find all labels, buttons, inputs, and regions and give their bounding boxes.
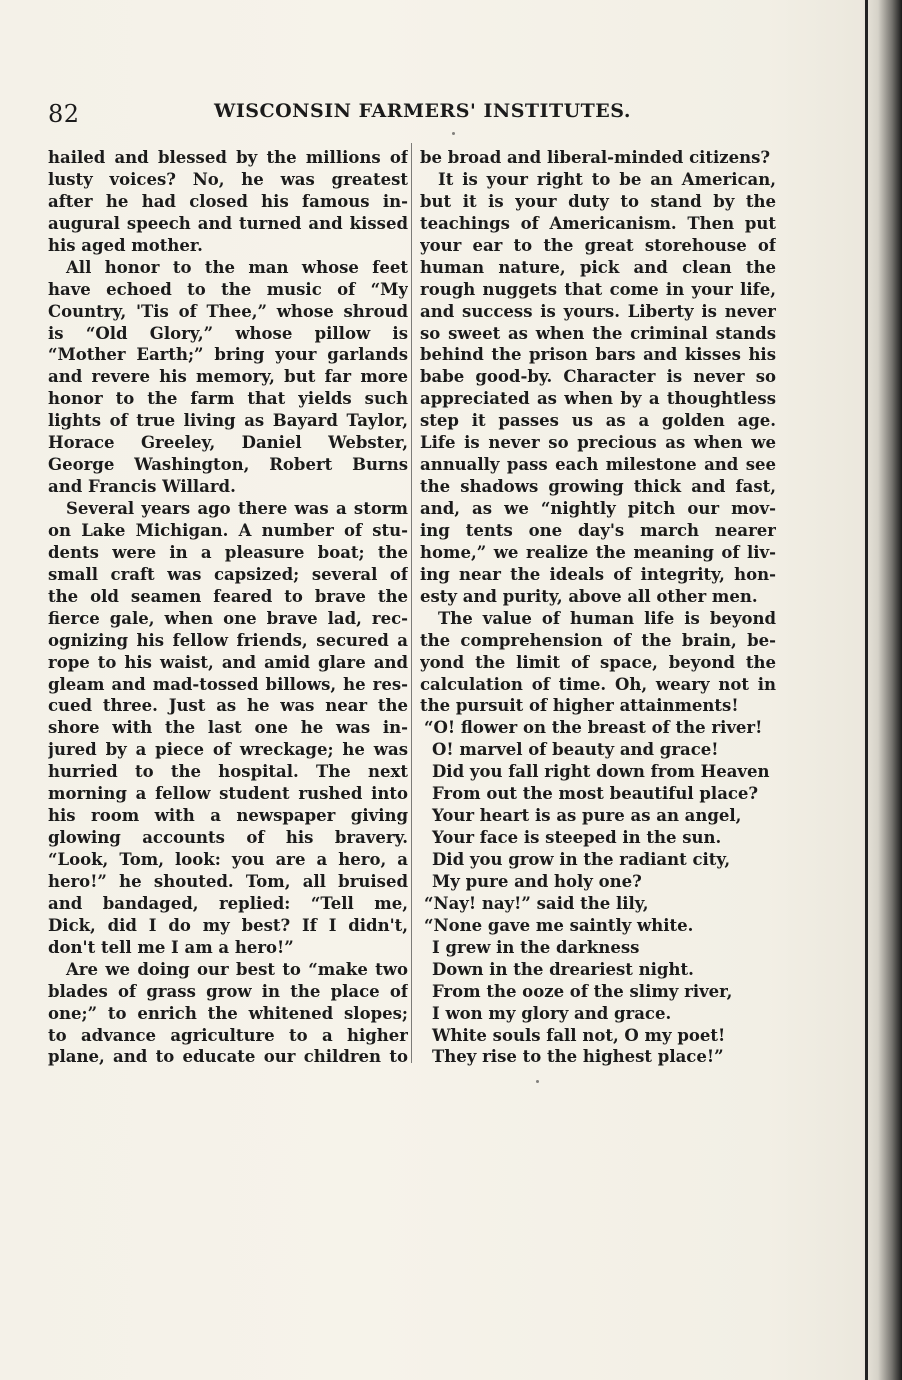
text-line: honor to the farm that yields such [48,389,408,409]
text-line: ing near the ideals of integrity, hon- [420,564,776,584]
poem-line: From the ooze of the slimy river, [432,981,733,1001]
text-line: the pursuit of higher attainments! [420,696,739,716]
text-line: augural speech and turned and kissed [48,213,408,233]
text-line: don't tell me I am a hero!” [48,937,294,957]
poem-line: “Nay! nay!” said the lily, [424,893,649,913]
text-line: Life is never so precious as when we [420,433,776,453]
text-line: hero!” he shouted. Tom, all bruised [48,871,408,891]
text-line: annually pass each milestone and see [420,455,776,475]
text-line: Several years ago there was a storm [66,499,408,518]
poem-line: O! marvel of beauty and grace! [432,740,719,760]
poem-line: Did you fall right down from Heaven [432,762,770,782]
poem-line: Your face is steeped in the sun. [432,828,722,848]
text-line: the shadows growing thick and fast, [420,477,776,497]
text-line: shore with the last one he was in- [48,718,408,738]
text-line: and, as we “nightly pitch our mov- [420,499,776,518]
text-line: rope to his waist, and amid glare and [48,652,408,672]
text-line: dents were in a pleasure boat; the [48,542,408,562]
print-speck [536,1080,539,1083]
text-line: the comprehension of the brain, be- [420,630,776,650]
text-line: morning a fellow student rushed into [48,784,408,804]
text-line: hailed and blessed by the millions of [48,148,408,167]
poem-line: I grew in the darkness [432,937,640,957]
text-line: and Francis Willard. [48,477,236,497]
text-line: Are we doing our best to “make two [66,959,408,979]
text-line: blades of grass grow in the place of [48,981,408,1001]
page-header [48,96,828,126]
poem-line: From out the most beautiful place? [432,784,759,804]
text-line: and revere his memory, but far more [48,367,408,387]
text-line: is “Old Glory,” whose pillow is [48,323,408,343]
text-line: ing tents one day's march nearer [420,520,776,540]
text-line: have echoed to the music of “My [48,279,408,299]
text-line: jured by a piece of wreckage; he was [48,740,408,760]
running-title: WISCONSIN FARMERS' INSTITUTES. [214,100,631,122]
text-line: rough nuggets that come in your life, [420,279,776,299]
text-line: but it is your duty to stand by the [420,191,776,211]
print-speck [452,132,455,135]
text-line: teachings of Americanism. Then put [420,213,776,233]
poem-line: “O! flower on the breast of the river! [424,718,763,738]
text-line: ognizing his fellow friends, secured a [48,630,408,650]
poem-block [420,717,776,1068]
text-line: glowing accounts of his bravery. [48,828,408,848]
text-line: fierce gale, when one brave lad, rec- [48,608,408,628]
poem-line: My pure and holy one? [432,871,642,891]
text-line: his aged mother. [48,235,203,255]
text-line: behind the prison bars and kisses his [420,345,776,365]
text-line: “Look, Tom, look: you are a hero, a [48,850,408,869]
text-line: step it passes us as a golden age. [420,411,776,431]
text-line: home,” we realize the meaning of liv- [420,542,776,562]
text-line: so sweet as when the criminal stands [420,323,776,343]
text-line: gleam and mad-tossed billows, he res- [48,674,408,694]
text-line: The value of human life is beyond [438,608,776,628]
text-line: after he had closed his famous in- [48,191,408,211]
text-line: one;” to enrich the whitened slopes; [48,1003,408,1023]
right-prose [420,147,776,717]
poem-line: “None gave me saintly white. [424,915,694,935]
text-line: calculation of time. Oh, weary not in [420,674,776,694]
text-line: Country, 'Tis of Thee,” whose shroud [48,301,408,321]
poem-line: White souls fall not, O my poet! [432,1025,726,1045]
text-line: hurried to the hospital. The next [48,762,408,782]
text-line: cued three. Just as he was near the [48,696,408,716]
right-text-column [420,147,776,1068]
poem-line: Did you grow in the radiant city, [432,850,731,869]
text-line: esty and purity, above all other men. [420,586,758,606]
text-line: and bandaged, replied: “Tell me, [48,893,408,913]
text-line: the old seamen feared to brave the [48,586,408,606]
text-line: on Lake Michigan. A number of stu- [48,520,408,540]
text-line: babe good-by. Character is never so [420,367,776,387]
page-edge-shadow [862,0,902,1380]
binding-edge-line [865,0,868,1380]
poem-line: Down in the dreariest night. [432,959,694,979]
left-text-column [48,147,408,1068]
poem-line: I won my glory and grace. [432,1003,672,1023]
text-line: to advance agriculture to a higher [48,1025,408,1045]
column-divider [411,143,412,1063]
text-line: Dick, did I do my best? If I didn't, [48,915,408,935]
page-number: 82 [48,100,80,128]
text-line: human nature, pick and clean the [420,257,776,277]
text-line: Horace Greeley, Daniel Webster, [48,433,408,453]
text-line: lusty voices? No, he was greatest [48,169,408,189]
text-line: his room with a newspaper giving [48,806,408,826]
text-line: yond the limit of space, beyond the [420,652,776,672]
poem-line: They rise to the highest place!” [432,1047,724,1067]
text-line: your ear to the great storehouse of [420,235,776,255]
text-line: appreciated as when by a thoughtless [420,389,776,409]
text-line: and success is yours. Liberty is never [420,301,776,321]
text-line: small craft was capsized; several of [48,564,408,584]
text-line: It is your right to be an American, [438,169,776,189]
text-line: be broad and liberal-minded citizens? [420,148,771,167]
text-line: George Washington, Robert Burns [48,455,408,475]
text-line: All honor to the man whose feet [66,257,408,277]
text-line: “Mother Earth;” bring your garlands [48,345,408,365]
text-line: plane, and to educate our children to [48,1047,408,1067]
text-line: lights of true living as Bayard Taylor, [48,411,408,431]
poem-line: Your heart is as pure as an angel, [432,806,742,826]
